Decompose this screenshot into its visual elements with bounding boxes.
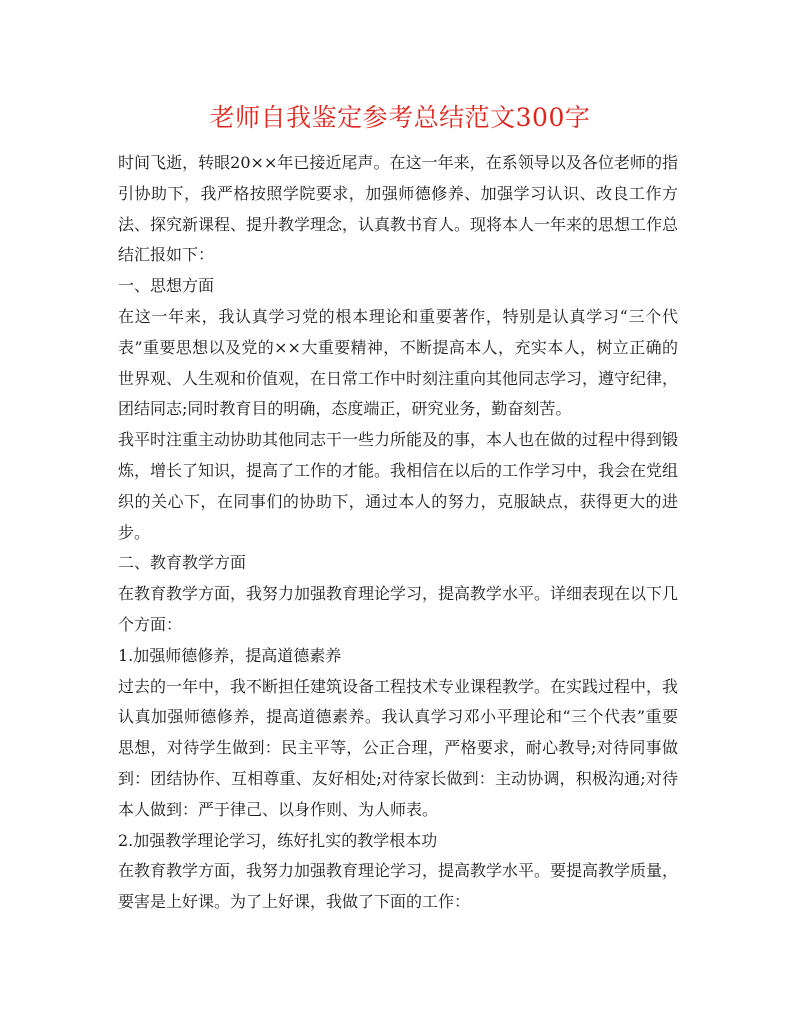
section-heading-ideology: 一、思想方面 xyxy=(118,276,215,296)
paragraph-ethics: 过去的一年中，我不断担任建筑设备工程技术专业课程教学。在实践过程中，我认真加强师德修养，提高道德素养。我认真学习邓小平理论和“三个代表”重要思想，对待学生做到：民主平等，公正合理，严格要求，耐心教导;对待同事做到：团结协作、互相尊重、友好相处;对待家长做到：主动协调，积极沟通;对待本人做到：严于律己、以身作则、为人师表。 xyxy=(118,676,679,819)
document-body xyxy=(118,148,678,918)
subheading-theory: 2.加强教学理论学习，练好扎实的教学根本功 xyxy=(118,830,438,850)
paragraph-teaching-intro: 在教育教学方面，我努力加强教育理论学习，提高教学水平。详细表现在以下几个方面： xyxy=(118,584,679,634)
subheading-ethics: 1.加强师德修养，提高道德素养 xyxy=(118,645,342,665)
paragraph-theory: 在教育教学方面，我努力加强教育理论学习，提高教学水平。要提高教学质量，要害是上好课。为了上好课，我做了下面的工作： xyxy=(118,861,679,912)
paragraph-intro: 时间飞逝，转眼20××年已接近尾声。在这一年来，在系领导以及各位老师的指引协助下，我严格按照学院要求，加强师德修养、加强学习认识、改良工作方法、探究新课程、提升教学理念，认真教书育人。现将本人一年来的思想工作总结汇报如下： xyxy=(118,153,679,265)
section-heading-teaching: 二、教育教学方面 xyxy=(118,553,247,573)
paragraph-ideology: 在这一年来，我认真学习党的根本理论和重要著作，特别是认真学习“三个代表”重要思想以及党的××大重要精神，不断提高本人，充实本人，树立正确的世界观、人生观和价值观，在日常工作中时刻注重向其他同志学习，遵守纪律，团结同志;同时教育目的明确，态度端正，研究业务，勤奋刻苦。 xyxy=(118,306,679,419)
paragraph-helping-colleagues: 我平时注重主动协助其他同志干一些力所能及的事，本人也在做的过程中得到锻炼，增长了知识，提高了工作的才能。我相信在以后的工作学习中，我会在党组织的关心下，在同事们的协助下，通过本人的努力，克服缺点，获得更大的进步。 xyxy=(118,430,679,542)
document-title: 老师自我鉴定参考总结范文300字 xyxy=(209,103,591,132)
